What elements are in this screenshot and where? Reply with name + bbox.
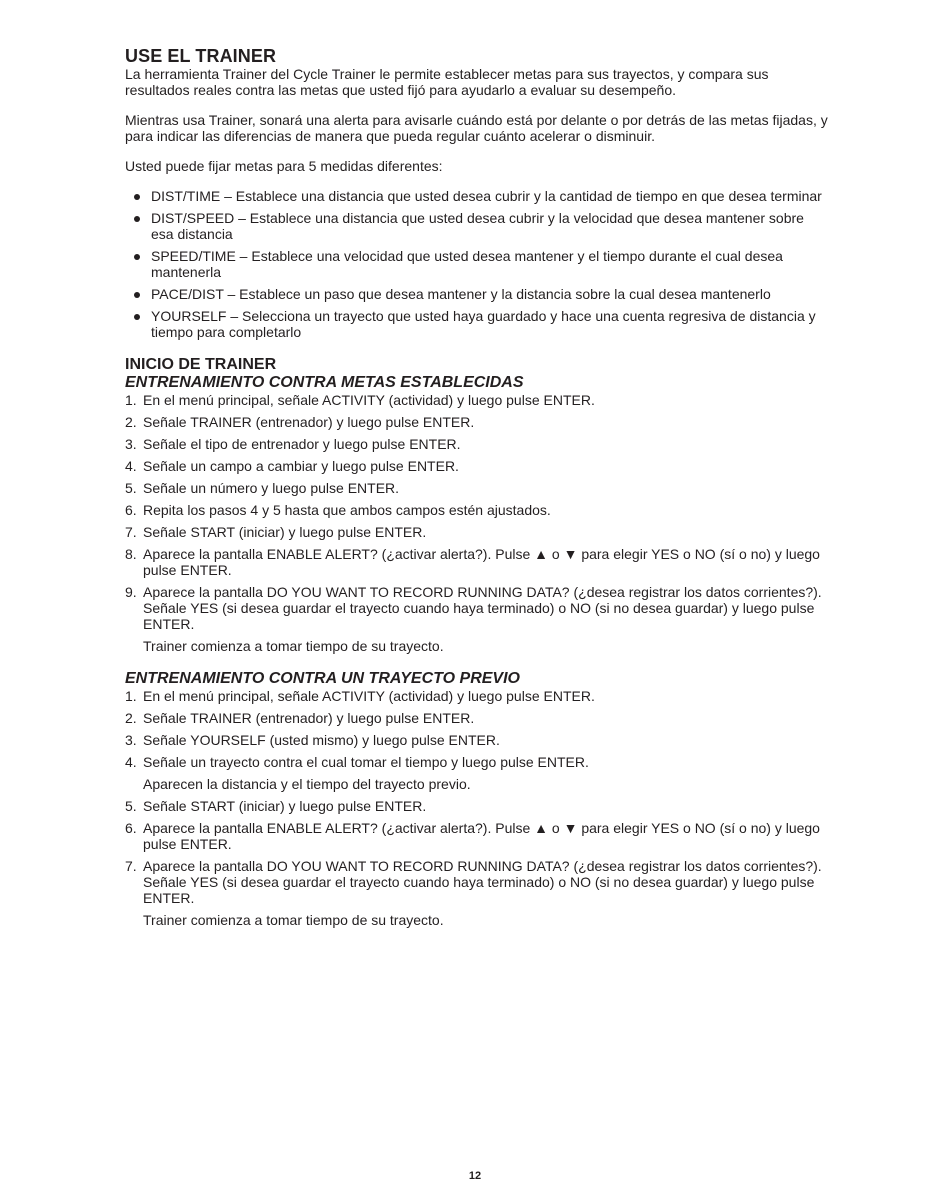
section-title-start-trainer: INICIO DE TRAINER bbox=[125, 356, 277, 373]
list-item: DIST/TIME – Establece una distancia que usted desea cubrir y la cantidad de tiempo en que desea terminar bbox=[125, 188, 830, 204]
list-item: DIST/SPEED – Establece una distancia que usted desea cubrir y la velocidad que desea mantener sobre esa distancia bbox=[125, 210, 830, 242]
bullet-icon bbox=[134, 194, 140, 200]
bullet-icon bbox=[134, 254, 140, 260]
list-item: 1. En el menú principal, señale ACTIVITY (actividad) y luego pulse ENTER. bbox=[125, 688, 595, 704]
list-item: 5. Señale START (iniciar) y luego pulse ENTER. bbox=[125, 798, 427, 814]
goals-intro: Usted puede fijar metas para 5 medidas diferentes: bbox=[125, 158, 443, 174]
section-title-use-trainer: USE EL TRAINER bbox=[125, 46, 277, 66]
list-item: 6. Aparece la pantalla ENABLE ALERT? (¿activar alerta?). Pulse ▲ o ▼ para elegir YES o NO (sí o no) y luego pulse ENTER. bbox=[125, 820, 820, 852]
list-item: 5. Señale un número y luego pulse ENTER. bbox=[125, 480, 400, 496]
bullet-icon bbox=[134, 292, 140, 298]
list-item: 6. Repita los pasos 4 y 5 hasta que ambos campos estén ajustados. bbox=[125, 502, 551, 518]
list-item: 9. Aparece la pantalla DO YOU WANT TO RECORD RUNNING DATA? (¿desea registrar los datos corrientes?). Señale YES (si desea guardar el trayecto cuando haya terminado) o NO (si no desea guardar) y luego pulse ENTER. bbox=[125, 584, 822, 632]
list-item: PACE/DIST – Establece un paso que desea mantener y la distancia sobre la cual desea mantenerlo bbox=[125, 286, 830, 302]
subsection-title-goals: ENTRENAMIENTO CONTRA METAS ESTABLECIDAS bbox=[125, 374, 524, 391]
list-note: Trainer comienza a tomar tiempo de su trayecto. bbox=[143, 638, 444, 654]
list-item: 2. Señale TRAINER (entrenador) y luego pulse ENTER. bbox=[125, 710, 475, 726]
list-note: Trainer comienza a tomar tiempo de su trayecto. bbox=[143, 912, 444, 928]
list-item: 7. Aparece la pantalla DO YOU WANT TO RECORD RUNNING DATA? (¿desea registrar los datos corrientes?). Señale YES (si desea guardar el trayecto cuando haya terminado) o NO (si no desea guardar) y luego pulse ENTER. bbox=[125, 858, 822, 906]
bullet-icon bbox=[134, 314, 140, 320]
intro-paragraph: La herramienta Trainer del Cycle Trainer le permite establecer metas para sus trayectos, y compara sus resultados reales contra las metas que usted fijó para ayudarlo a evaluar su desempeño. bbox=[125, 66, 769, 98]
page-number: 12 bbox=[468, 1170, 482, 1182]
list-item: 3. Señale YOURSELF (usted mismo) y luego pulse ENTER. bbox=[125, 732, 500, 748]
list-item: SPEED/TIME – Establece una velocidad que usted desea mantener y el tiempo durante el cual desea mantenerla bbox=[125, 248, 830, 280]
list-item: 3. Señale el tipo de entrenador y luego pulse ENTER. bbox=[125, 436, 461, 452]
list-item: 4. Señale un trayecto contra el cual tomar el tiempo y luego pulse ENTER. bbox=[125, 754, 589, 770]
list-item: 4. Señale un campo a cambiar y luego pulse ENTER. bbox=[125, 458, 459, 474]
list-item: 1. En el menú principal, señale ACTIVITY (actividad) y luego pulse ENTER. bbox=[125, 392, 595, 408]
list-item: 8. Aparece la pantalla ENABLE ALERT? (¿activar alerta?). Pulse ▲ o ▼ para elegir YES o NO (sí o no) y luego pulse ENTER. bbox=[125, 546, 820, 578]
list-note: Aparecen la distancia y el tiempo del trayecto previo. bbox=[143, 776, 471, 792]
alert-paragraph: Mientras usa Trainer, sonará una alerta para avisarle cuándo está por delante o por detrás de las metas fijadas, y para indicar las diferencias de manera que pueda regular cuánto acelerar o disminuir. bbox=[125, 112, 828, 144]
steps-list-previous-ride bbox=[125, 688, 830, 928]
list-item: YOURSELF – Selecciona un trayecto que usted haya guardado y hace una cuenta regresiva de distancia y tiempo para completarlo bbox=[125, 308, 830, 340]
bullet-icon bbox=[134, 216, 140, 222]
goal-types-list bbox=[125, 188, 830, 340]
subsection-title-previous-ride: ENTRENAMIENTO CONTRA UN TRAYECTO PREVIO bbox=[125, 670, 520, 687]
steps-list-goals bbox=[125, 392, 830, 654]
list-item: 7. Señale START (iniciar) y luego pulse ENTER. bbox=[125, 524, 427, 540]
document-page bbox=[125, 46, 830, 934]
list-item: 2. Señale TRAINER (entrenador) y luego pulse ENTER. bbox=[125, 414, 475, 430]
